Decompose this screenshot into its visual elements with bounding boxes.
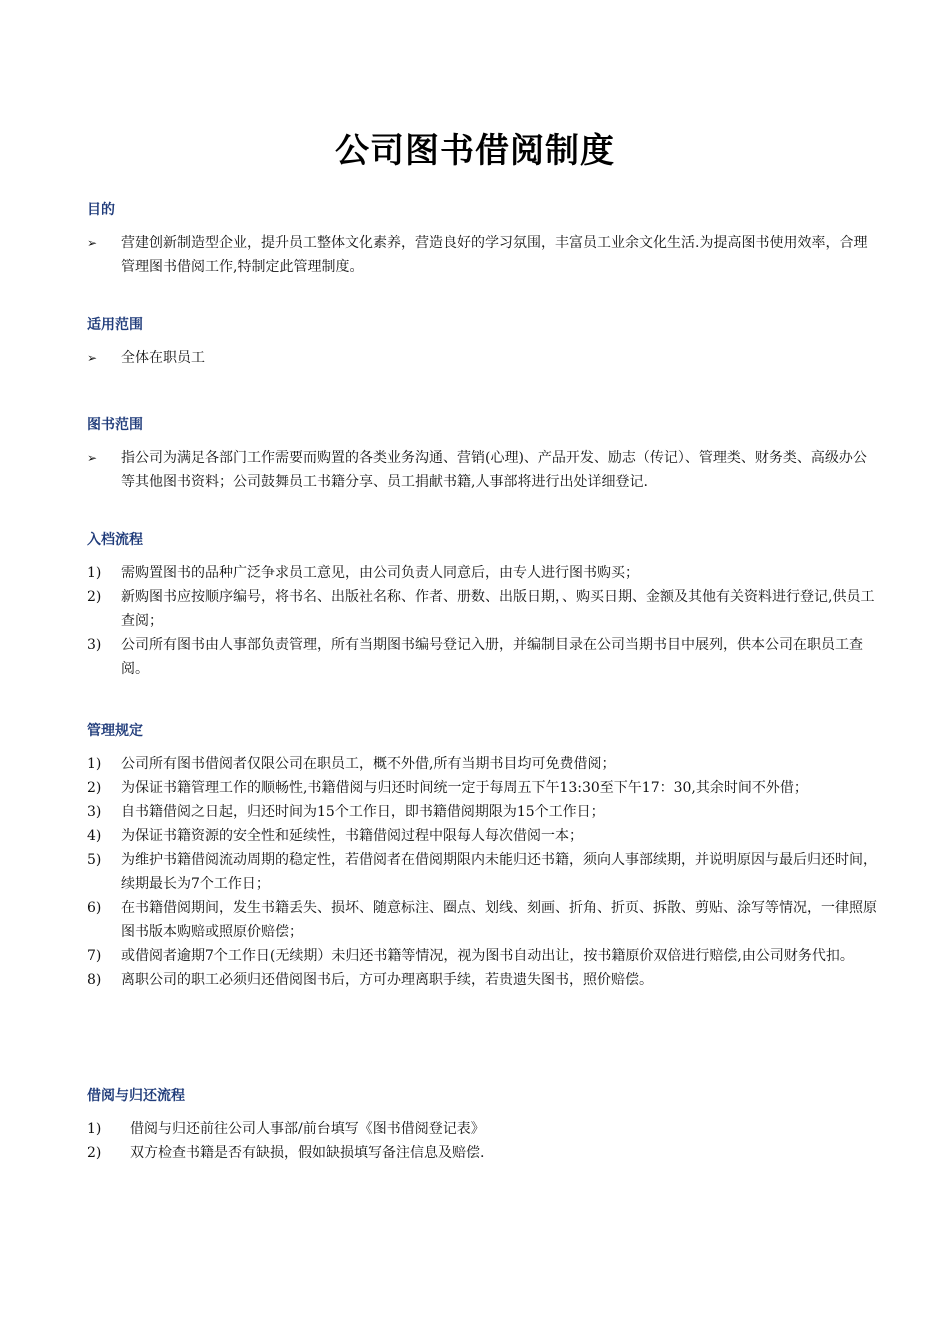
section-archiving-process — [87, 528, 877, 681]
section-management-rules — [87, 719, 877, 992]
list-item-number: 4) — [87, 828, 102, 844]
list-item-number: 7) — [87, 948, 102, 964]
section-heading: 目的 — [87, 202, 115, 218]
list-item-number: 1) — [87, 1121, 102, 1137]
section-heading: 适用范围 — [87, 317, 143, 333]
list-item — [87, 1141, 877, 1165]
list-item-number: 8) — [87, 972, 102, 988]
list-item-number: 5) — [87, 852, 102, 868]
list-item — [87, 896, 877, 944]
list-item — [87, 824, 877, 848]
list-item-number: 2) — [87, 780, 102, 796]
list-item — [87, 346, 877, 370]
section-book-range — [87, 413, 877, 494]
list-item — [87, 633, 877, 681]
list-item — [87, 968, 877, 992]
list-item-text: 为保证书籍资源的安全性和延续性，书籍借阅过程中限每人每次借阅一本； — [121, 828, 583, 844]
arrow-bullet-icon: ➢ — [87, 451, 98, 465]
list-item — [87, 1117, 877, 1141]
list-item-number: 3) — [87, 804, 102, 820]
document-title: 公司图书借阅制度 — [335, 131, 615, 171]
list-item — [87, 752, 877, 776]
list-item-text: 双方检查书籍是否有缺损，假如缺损填写备注信息及赔偿. — [130, 1145, 485, 1161]
arrow-bullet-icon: ➢ — [87, 236, 98, 250]
list-item — [87, 231, 877, 279]
list-item-number: 1) — [87, 565, 102, 581]
list-item — [87, 800, 877, 824]
list-item — [87, 848, 877, 896]
list-item-text: 自书籍借阅之日起，归还时间为15个工作日，即书籍借阅期限为15个工作日； — [121, 804, 605, 820]
arrow-bullet-icon: ➢ — [87, 351, 98, 365]
section-scope — [87, 313, 877, 370]
list-item-text: 为维护书籍借阅流动周期的稳定性，若借阅者在借阅期限内未能归还书籍，须向人事部续期，并说明原因与最后归还时间，续期最长为7个工作日； — [121, 852, 877, 892]
list-item-number: 2) — [87, 589, 102, 605]
section-heading: 入档流程 — [87, 532, 143, 548]
list-item — [87, 944, 877, 968]
list-item-text: 或借阅者逾期7个工作日(无续期）未归还书籍等情况，视为图书自动出让，按书籍原价双倍进行赔偿,由公司财务代扣。 — [121, 948, 854, 964]
list-item — [87, 776, 877, 800]
list-item-text: 公司所有图书借阅者仅限公司在职员工，概不外借,所有当期书目均可免费借阅； — [121, 756, 616, 772]
list-item-text: 指公司为满足各部门工作需要而购置的各类业务沟通、营销(心理)、产品开发、励志（传记）、管理类、财务类、高级办公等其他图书资料；公司鼓舞员工书籍分享、员工捐献书籍,人事部将进行出处详细登记. — [121, 450, 867, 490]
list-item-text: 营建创新制造型企业，提升员工整体文化素养，营造良好的学习氛围，丰富员工业余文化生活.为提高图书使用效率，合理管理图书借阅工作,特制定此管理制度。 — [121, 235, 868, 275]
list-item — [87, 446, 877, 494]
list-item-text: 公司所有图书由人事部负责管理，所有当期图书编号登记入册，并编制目录在公司当期书目中展列，供本公司在职员工查阅。 — [121, 637, 863, 677]
list-item-number: 1) — [87, 756, 102, 772]
list-item-text: 新购图书应按顺序编号，将书名、出版社名称、作者、册数、出版日期，、购买日期、金额及其他有关资料进行登记,供员工查阅； — [121, 589, 875, 629]
section-heading: 图书范围 — [87, 417, 143, 433]
list-item-text: 在书籍借阅期间，发生书籍丢失、损坏、随意标注、圈点、划线、刻画、折角、折页、拆散、剪贴、涂写等情况，一律照原图书版本购赔或照原价赔偿； — [121, 900, 877, 940]
list-item-text: 离职公司的职工必须归还借阅图书后，方可办理离职手续，若贵遗失图书，照价赔偿。 — [121, 972, 653, 988]
section-heading: 管理规定 — [87, 723, 143, 739]
list-item-text: 为保证书籍管理工作的顺畅性,书籍借阅与归还时间统一定于每周五下午13:30至下午17：30,其余时间不外借； — [121, 780, 808, 796]
section-borrow-return-process — [87, 1084, 877, 1165]
list-item-number: 6) — [87, 900, 102, 916]
section-purpose — [87, 198, 877, 279]
list-item — [87, 585, 877, 633]
list-item-number: 3) — [87, 637, 102, 653]
list-item — [87, 561, 877, 585]
list-item-number: 2) — [87, 1145, 102, 1161]
list-item-text: 需购置图书的品种广泛争求员工意见，由公司负责人同意后，由专人进行图书购买； — [121, 565, 639, 581]
section-heading: 借阅与归还流程 — [87, 1088, 185, 1104]
list-item-text: 借阅与归还前往公司人事部/前台填写《图书借阅登记表》 — [130, 1121, 485, 1137]
list-item-text: 全体在职员工 — [121, 350, 205, 366]
